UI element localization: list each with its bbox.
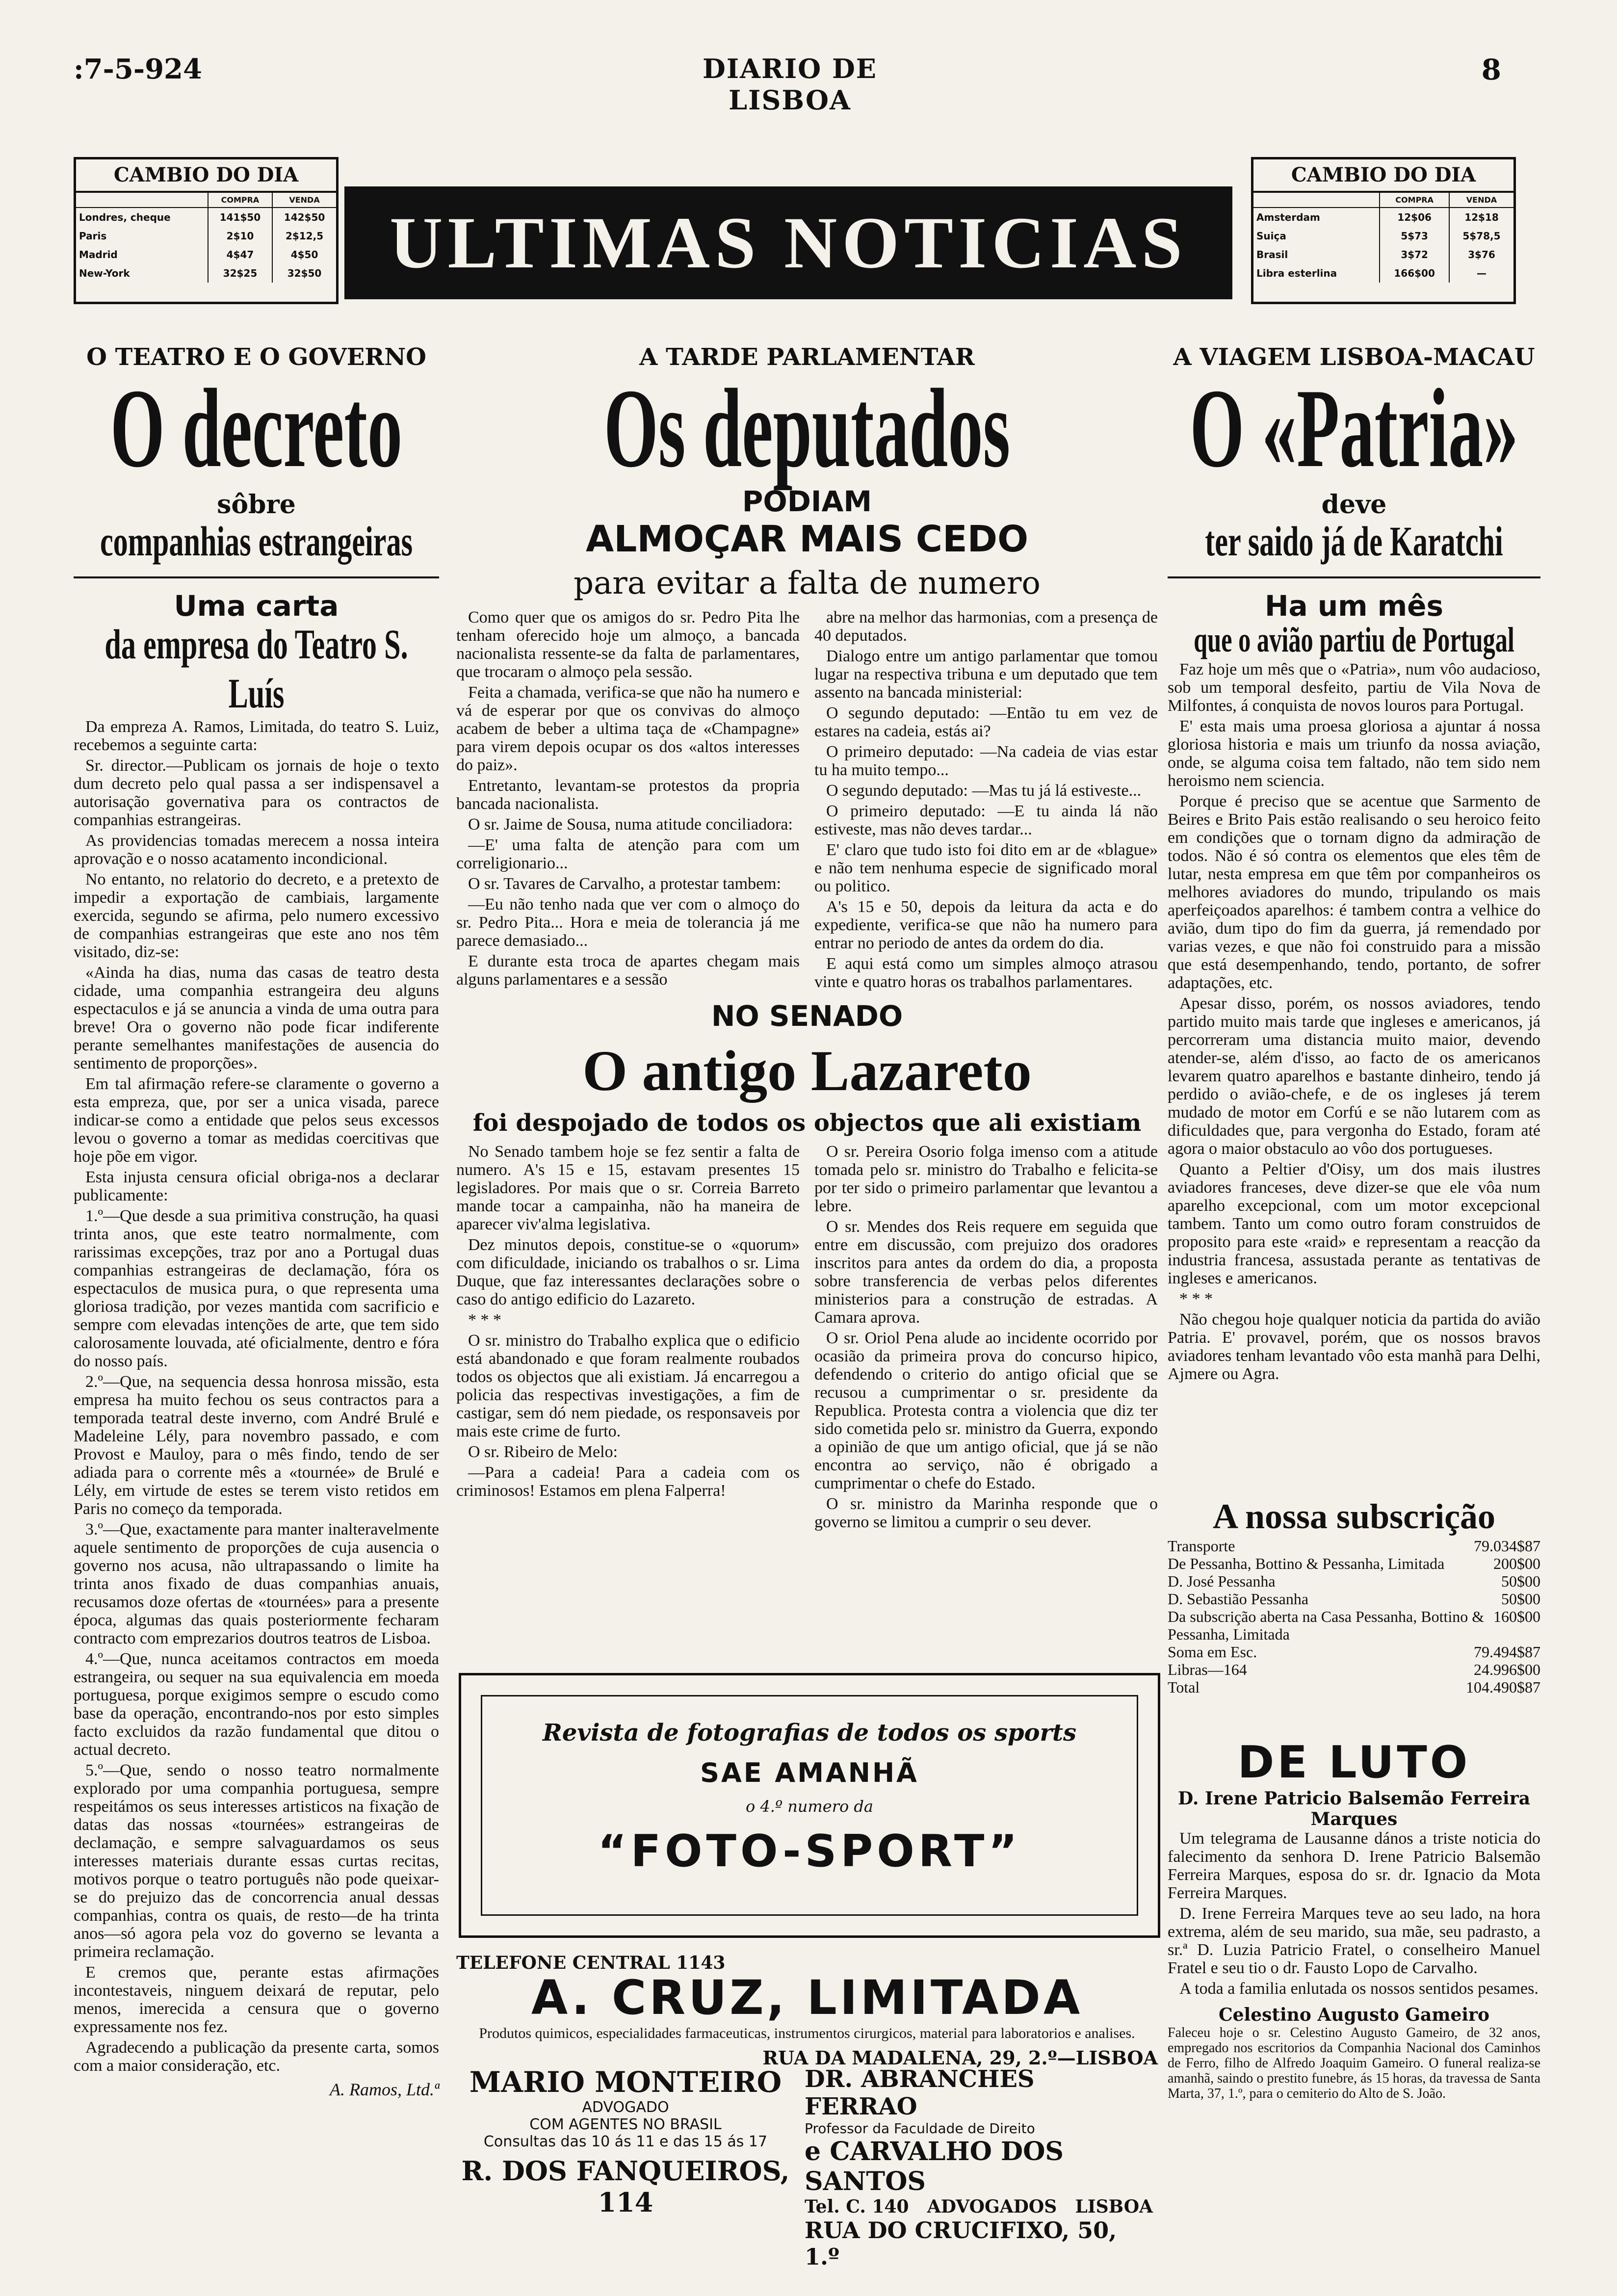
ad-line: COM AGENTES NO BRASIL xyxy=(529,2116,722,2133)
article-patria xyxy=(1168,343,1540,1385)
ad-name: MARIO MONTEIRO xyxy=(469,2065,782,2099)
article-body xyxy=(456,1143,800,1534)
paragraph: 5.º—Que, sendo o nosso teatro normalmente explorado por uma companhia portuguesa, sempre respeitámos os seus interesses artisticos na fixação de datas das nossas «tournées» estrangeiras de declamação, e sempre salvaguardamos os seus interesses materiais durante essas curtas recitas, motivos porque o teatro português não pode queixar-se do prejuizo das de concorrencia anual dessas companhias, contra os quais, de resto—de ha trinta anos—só agora pela voz do governo se levanta a primeira reclamação. xyxy=(74,1761,439,1961)
paragraph: Quanto a Peltier d'Oisy, um dos mais ilustres aviadores franceses, deve dizer-se que ele vôa num aparelho excepcional, com um motor excepcional tambem. Tanto um como outro foram construidos de proposito para este «raid» e representam a reacção da industria francesa, assustada perante as tentativas de ingleses e americanos. xyxy=(1168,1160,1540,1287)
paragraph: O segundo deputado: —Então tu em vez de estares na cadeia, estás ai? xyxy=(814,704,1158,740)
paragraph: «Ainda ha dias, numa das casas de teatro desta cidade, uma companhia estrangeira deu alguns espectaculos e já se anuncia a vinda de uma outra para breve! Ora o governo não pode ficar indiferente perante semelhantes manifestações de ausencia do sentimento de proporções». xyxy=(74,964,439,1072)
exchange-table xyxy=(1253,193,1513,283)
subscription-row: Da subscrição aberta na Casa Pessanha, Bottino & Pessanha, Limitada 160$00 xyxy=(1168,1608,1540,1643)
paragraph: 2.º—Que, na sequencia dessa honrosa missão, esta empresa ha muito fechou os seus contractos para a temporada teatral deste inverno, com André Brulé e Madeleine Lély, para novembro passado, e com Provost e Mauloy, para o mês findo, tendo de ser adiada para o corrente mês a «tournée» de Brulé e Lély, em virtude de estes se terem visto retidos em Paris no começo da temporada. xyxy=(74,1373,439,1518)
table-row: Paris 2$10 2$12,5 xyxy=(76,227,336,245)
ad-phone: Tel. C. 140 xyxy=(805,2196,909,2217)
page-number: 8 xyxy=(1481,53,1501,86)
ad-line: SAE AMANHÃ xyxy=(700,1757,919,1788)
paragraph: E cremos que, perante estas afirmações incontestaveis, ninguem deixará de reputar, pelo menos, imerecida a censura que o governo expressamente nos fez. xyxy=(74,1963,439,2036)
obituary-title: DE LUTO xyxy=(1237,1737,1471,1788)
ad-role: Professor da Faculdade de Direito xyxy=(805,2120,1035,2137)
paragraph: 1.º—Que desde a sua primitiva construção, ha quasi trinta anos, que este teatro normalmente, com rarissimas excepções, traz por ano a Portugal duas companhias estrangeiras de declamação, fóra os espectaculos de musica pura, o que representa uma gloriosa tradição, por vezes mantida com sacrificio e sempre com elevadas intenções de arte, que tem sido calorosamente louvada, até oficialmente, dentro e fóra do nosso país. xyxy=(74,1207,439,1370)
section-kicker: NO SENADO xyxy=(711,999,903,1033)
paragraph: abre na melhor das harmonias, com a presença de 40 deputados. xyxy=(814,608,1158,645)
subscription-row: Total 104.490$87 xyxy=(1168,1678,1540,1696)
banner-ultimas-noticias: ULTIMAS NOTICIAS xyxy=(344,186,1232,299)
ad-line: Revista de fotografias de todos os sports xyxy=(542,1719,1077,1747)
exchange-title: CAMBIO DO DIA xyxy=(1253,159,1513,193)
col-header: COMPRA xyxy=(1380,193,1449,208)
subscription-row: Soma em Esc. 79.494$87 xyxy=(1168,1643,1540,1661)
paragraph: O sr. Oriol Pena alude ao incidente ocorrido por ocasião da primeira prova do concurso hipico, defendendo o criterio do antigo oficial que se recusou a cumprimentar o sr. presidente da Republica. Protesta contra a violencia que diz ter sido cometida pelo sr. ministro da Guerra, expondo a opinião de que um antigo oficial, que já se não encontra ao serviço, não é obrigado a cumprimentar o chefe do Estado. xyxy=(814,1329,1158,1492)
paragraph: E aqui está como um simples almoço atrasou vinte e quatro horas os trabalhos parlamentares. xyxy=(814,955,1158,991)
article-body xyxy=(74,718,439,2075)
subscription-row: D. Sebastião Pessanha 50$00 xyxy=(1168,1590,1540,1608)
mario-ad xyxy=(456,2065,795,2218)
article-headline: O «Patria» xyxy=(1190,365,1518,491)
ad-name: A. CRUZ, LIMITADA xyxy=(531,1970,1083,2025)
top-bar xyxy=(74,53,1501,116)
paragraph: —E' uma falta de atenção para com um correligionario... xyxy=(456,836,800,872)
table-row: Madrid 4$47 4$50 xyxy=(76,245,336,264)
article-body xyxy=(456,608,800,993)
table-row: Libra esterlina 166$00 — xyxy=(1253,264,1513,283)
article-headline: Os deputados xyxy=(603,365,1011,491)
ad-name: DR. ABRANCHES FERRAO xyxy=(805,2065,1035,2120)
article-teatro xyxy=(74,343,439,2099)
paragraph: Dez minutos depois, constitue-se o «quorum» com dificuldade, iniciando os trabalhos o sr. Lima Duque, que faz interessantes declarações sobre o caso do antigo edificio do Lazareto. xyxy=(456,1236,800,1308)
article-kicker: O TEATRO E O GOVERNO xyxy=(86,343,426,371)
paragraph: O sr. Mendes dos Reis requere em seguida que entre em discussão, com prejuizo dos oradores inscritos para antes da ordem do dia, a proposta sobre transferencia de verbas pelos diferentes ministerios para a construção de estradas. A Camara aprova. xyxy=(814,1218,1158,1327)
paragraph: Faz hoje um mês que o «Patria», num vôo audacioso, sob um temporal desfeito, partiu de Vila Nova de Milfontes, á conquista de novos louros para Portugal. xyxy=(1168,660,1540,715)
paragraph: A toda a familia enlutada os nossos sentidos pesames. xyxy=(1179,1980,1539,1998)
article-subhead: deve xyxy=(1321,490,1387,520)
paragraph: O sr. ministro do Trabalho explica que o edificio está abandonado e que foram realmente roubados todos os objectos que ali existiam. Já encarregou a policia das respectivas investigações, a fim de castigar, sem dó nem piedade, os responsaveis por mais este crime de furto. xyxy=(456,1331,800,1440)
article-subhead: da empresa do Teatro S. Luís xyxy=(104,621,408,717)
table-row: New-York 32$25 32$50 xyxy=(76,264,336,283)
paragraph: Da empreza A. Ramos, Limitada, do teatro S. Luiz, recebemos a seguinte carta: xyxy=(74,718,439,754)
paragraph: Não chegou hoje qualquer noticia da partida do avião Patria. E' provavel, porém, que os nossos bravos aviadores tenham levantado vôo esta manhã para Delhi, Ajmere ou Agra. xyxy=(1168,1310,1540,1383)
obituary-name: Celestino Augusto Gameiro xyxy=(1218,2005,1490,2025)
article-kicker: A VIAGEM LISBOA-MACAU xyxy=(1173,343,1535,371)
date: :7-5-924 xyxy=(74,53,202,85)
paragraph: O sr. Jaime de Sousa, numa atitude conciliadora: xyxy=(468,815,793,834)
paragraph: Esta injusta censura oficial obriga-nos a declarar publicamente: xyxy=(74,1168,439,1204)
article-body xyxy=(814,608,1158,993)
article-subhead: que o avião partiu de Portugal xyxy=(1194,620,1514,659)
ad-address: RUA DA MADALENA, 29, 2.º—LISBOA xyxy=(762,2047,1158,2069)
subscription-row: De Pessanha, Bottino & Pessanha, Limitada 200$00 xyxy=(1168,1555,1540,1572)
paragraph: Sr. director.—Publicam os jornais de hoje o texto dum decreto pelo qual passa a ser indispensavel a autorisação governativa para os contractos de companhias estrangeiras. xyxy=(74,757,439,829)
subscription-box xyxy=(1168,1496,1540,1696)
paragraph: 4.º—Que, nunca aceitamos contractos em moeda estrangeira, ou sequer na sua equivalencia em moeda portuguesa, porque exigimos sempre o escudo como base da operação, encontrando-nos por esto simples facto excluidos da razão fundamental que ditou o actual decreto. xyxy=(74,1650,439,1759)
table-row: Londres, cheque 141$50 142$50 xyxy=(76,208,336,227)
paragraph: O primeiro deputado: —E tu ainda lá não estiveste, mas não deves tardar... xyxy=(814,802,1158,838)
col-header: VENDA xyxy=(1449,193,1513,208)
paragraph: * * * xyxy=(468,1311,501,1329)
article-subhead: PODIAM xyxy=(742,485,872,518)
paragraph: Em tal afirmação refere-se claramente o governo a esta empreza, que, por ser a unica visada, parece indicar-se como a entidade que pelos seus excessos levou o governo a tomar as medidas coercitivas que hoje põe em vigor. xyxy=(74,1075,439,1166)
table-row: Brasil 3$72 3$76 xyxy=(1253,245,1513,264)
article-subhead: ALMOÇAR MAIS CEDO xyxy=(586,518,1028,560)
paragraph: Porque é preciso que se acentue que Sarmento de Beires e Brito Pais estão realisando o seu heroico feito em condições que o tornam digno da admiração de todos. Não é só contra os elementos que eles têm de lutar, nesta empresa em que têm por companheiros os melhores aviadores do mundo, tripulando os mais aperfeiçoados aparelhos: é tambem contra a velhice do avião, dum tipo do fim da guerra, já remendado por varias vezes, e que não foi construido para a missão que está desempenhando, tendo, portanto, de sofrer adaptações, etc. xyxy=(1168,792,1540,992)
obituary-body: Faleceu hoje o sr. Celestino Augusto Gameiro, de 32 anos, empregado nos escritorios da Companhia Nacional dos Caminhos de Ferro, filho de Alfredo Joaquim Gameiro. O funeral realiza-se amanhã, saindo o prestito funebre, ás 15 horas, da travessa de Santa Marta, 37, 1.º, para o cemiterio do Alto de S. João. xyxy=(1168,2025,1540,2101)
exchange-box-left xyxy=(74,157,339,304)
exchange-table xyxy=(76,193,336,283)
cruz-ad xyxy=(456,1953,1158,2069)
article-headline: O decreto xyxy=(110,365,403,491)
ad-hours: Consultas das 10 ás 11 e das 15 ás 17 xyxy=(483,2133,768,2150)
ad-line: o 4.º numero da xyxy=(746,1797,873,1816)
ad-title: “FOTO-SPORT” xyxy=(598,1826,1021,1877)
paragraph: O segundo deputado: —Mas tu já lá estiveste... xyxy=(826,782,1142,800)
article-subhead: Ha um mês xyxy=(1264,589,1444,623)
paragraph: As providencias tomadas merecem a nossa inteira aprovação e o nosso acatamento incondicional. xyxy=(74,832,439,868)
paragraph: Dialogo entre um antigo parlamentar que tomou lugar na respectiva tribuna e um deputado que tem assento na bancada ministerial: xyxy=(814,647,1158,702)
paragraph: O sr. Pereira Osorio folga imenso com a atitude tomada pelo sr. ministro do Trabalho e felicita-se por ter sido o primeiro parlamentar que levantou a lebre. xyxy=(814,1143,1158,1215)
paragraph: Apesar disso, porém, os nossos aviadores, tendo partido muito mais tarde que ingleses e americanos, já percorreram uma distancia muito maior, devendo atender-se, além d'isso, ao facto de os americanos levarem quatro aparelhos e bastante dinheiro, tendo já perdido o avião-chefe, e de os ingleses já terem mudado de motor em Corfú e se não lutarem com as dificuldades que, para vergonha do Estado, foram até agora o maior obstaculo ao vôo dos portugueses. xyxy=(1168,994,1540,1158)
article-kicker: A TARDE PARLAMENTAR xyxy=(639,343,975,371)
article-subhead: sôbre xyxy=(217,490,296,520)
article-subhead: companhias estrangeiras xyxy=(100,518,413,565)
paragraph: E' claro que tudo isto foi dito em ar de «blague» e não tem nenhuma especie de significado moral ou politico. xyxy=(814,841,1158,895)
article-body xyxy=(814,1143,1158,1534)
ad-phone: TELEFONE CENTRAL 1143 xyxy=(456,1953,726,1973)
exchange-title: CAMBIO DO DIA xyxy=(76,159,336,193)
ad-city: LISBOA xyxy=(1075,2196,1153,2217)
foto-sport-ad xyxy=(459,1673,1160,1938)
paragraph: A's 15 e 50, depois da leitura da acta e do expediente, verifica-se que não ha numero para entrar no periodo de antes da ordem do dia. xyxy=(814,898,1158,952)
paragraph: E durante esta troca de apartes chegam mais alguns parlamentares e a sessão xyxy=(456,952,800,989)
ad-address: RUA DO CRUCIFIXO, 50, 1.º xyxy=(805,2217,1117,2270)
table-row: Amsterdam 12$06 12$18 xyxy=(1253,208,1513,227)
subscription-row: Transporte 79.034$87 xyxy=(1168,1537,1540,1555)
exchange-box-right xyxy=(1251,157,1516,304)
col-header xyxy=(1253,193,1380,208)
obituary-body xyxy=(1168,1829,1540,1998)
paragraph: Feita a chamada, verifica-se que não ha numero e vá de esperar por que os convivas do almoço acabem de beber a ultima taça de «Champagne» para virem depois ocupar os dos «altos interesses do paiz». xyxy=(456,683,800,774)
paragraph: O sr. Ribeiro de Melo: xyxy=(468,1443,618,1461)
subscription-row: Libras—164 24.996$00 xyxy=(1168,1661,1540,1678)
paragraph: No Senado tambem hoje se fez sentir a falta de numero. A's 15 e 15, estavam presentes 15 legisladores. Por mais que o sr. Correia Barreto mande tocar a campainha, não ha maneira de aparecer viv'alma legislativa. xyxy=(456,1143,800,1233)
article-subhead: para evitar a falta de numero xyxy=(574,565,1041,601)
paragraph: O sr. Tavares de Carvalho, a protestar tambem: xyxy=(468,875,782,893)
subscription-title: A nossa subscrição xyxy=(1212,1497,1496,1536)
paragraph: 3.º—Que, exactamente para manter inalteravelmente aquele sentimento de proporções de cuja ausencia o governo nos acusa, não ultrapassando o limite ha trinta anos fixado de duas companhias anuais, recusamos doze ofertas de «tournées» para a presente época, algumas das quais posteriormente fecharam contracto com emprezarios doutros teatros de Lisboa. xyxy=(74,1520,439,1647)
paragraph: —Eu não tenho nada que ver com o almoço do sr. Pedro Pita... Hora e meia de tolerancia já me parece demasiado... xyxy=(456,895,800,950)
ad-name: e CARVALHO DOS SANTOS xyxy=(805,2137,1064,2196)
obituary-box xyxy=(1168,1737,1540,2101)
paragraph: E' esta mais uma proesa gloriosa a ajuntar á nossa gloriosa historia e mais um triunfo da nossa aviação, onde, se alguma coisa tem faltado, não tem sido nem heroismo nem sciencia. xyxy=(1168,717,1540,790)
col-header: VENDA xyxy=(272,193,336,208)
paragraph: —Para a cadeia! Para a cadeia com os criminosos! Estamos em plena Falperra! xyxy=(456,1463,800,1500)
article-subhead: ter saido já de Karatchi xyxy=(1205,518,1503,565)
article-subhead: Uma carta xyxy=(174,589,339,623)
col-header: COMPRA xyxy=(208,193,272,208)
ad-address: R. DOS FANQUEIROS, 114 xyxy=(461,2155,790,2218)
signature: A. Ramos, Ltd.ª xyxy=(330,2080,439,2099)
ferrao-ad xyxy=(805,2065,1153,2270)
col-header xyxy=(76,193,208,208)
paragraph: D. Irene Ferreira Marques teve ao seu lado, na hora extrema, além de seu marido, sua mãe, seu padrasto, a sr.ª D. Luzia Patricio Fratel, o conselheiro Manuel Fratel e seu tio o dr. Fausto Lopo de Carvalho. xyxy=(1168,1905,1540,1977)
section-headline: O antigo Lazareto xyxy=(582,1039,1032,1103)
paragraph: Entretanto, levantam-se protestos da propria bancada nacionalista. xyxy=(456,777,800,813)
paragraph: O primeiro deputado: —Na cadeia de vias estar tu ha muito tempo... xyxy=(814,743,1158,779)
section-subhead: foi despojado de todos os objectos que ali existiam xyxy=(472,1109,1142,1137)
paragraph: * * * xyxy=(1179,1290,1213,1308)
paragraph: No entanto, no relatorio do decreto, e a pretexto de impedir a exportação de cambiais, largamente exercida, segundo se afirma, pelo numero excessivo de companhias estrangeiras que este ano nos têm visitado, diz-se: xyxy=(74,870,439,961)
article-parlamentar xyxy=(456,343,1158,1534)
ad-desc: Produtos quimicos, especialidades farmaceuticas, instrumentos cirurgicos, material para laboratorios e analises. xyxy=(479,2025,1135,2041)
paragraph: O sr. ministro da Marinha responde que o governo se limitou a cumprir o seu dever. xyxy=(814,1495,1158,1531)
ad-role: ADVOGADOS xyxy=(927,2196,1057,2217)
ad-role: ADVOGADO xyxy=(582,2099,669,2116)
obituary-name: D. Irene Patricio Balsemão Ferreira Marques xyxy=(1177,1788,1531,1829)
paragraph: Como quer que os amigos do sr. Pedro Pita lhe tenham oferecido hoje um almoço, a bancada nacionalista ressente-se da falta de parlamentares, que trocaram o almoço pela sessão. xyxy=(456,608,800,681)
paragraph: Um telegrama de Lausanne dános a triste noticia do falecimento da senhora D. Irene Patricio Balsemão Ferreira Marques, esposa do sr. dr. Ignacio da Mota Ferreira Marques. xyxy=(1168,1829,1540,1902)
article-body xyxy=(1168,660,1540,1383)
masthead: DIARIO DE LISBOA xyxy=(703,53,877,116)
subscription-row: D. José Pessanha 50$00 xyxy=(1168,1572,1540,1590)
table-row: Suiça 5$73 5$78,5 xyxy=(1253,227,1513,245)
paragraph: Agradecendo a publicação da presente carta, somos com a maior consideração, etc. xyxy=(74,2038,439,2075)
